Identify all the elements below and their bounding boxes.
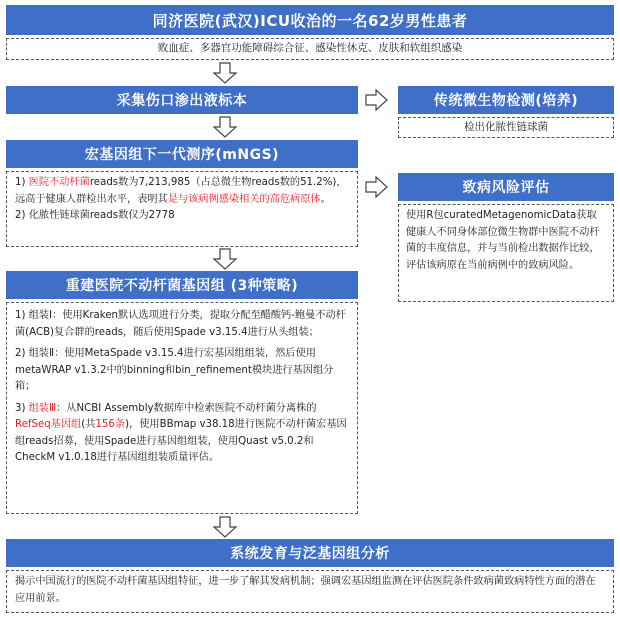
strategy-1: 1) 组装Ⅰ：使用Kraken默认选项进行分类，提取分配至醋酸钙-鲍曼不动杆菌(ACB)复合群的reads，随后使用Spade v3.15.4进行从头组装； xyxy=(15,310,346,338)
highlight-assembly-3: 组装Ⅲ xyxy=(28,402,57,414)
mngs-title: 宏基因组下一代测序(mNGS) xyxy=(84,147,280,163)
highlight-conclusion: 是与该病例感染相关的高危病原体 xyxy=(167,193,321,205)
arrow-down-icon xyxy=(212,116,238,138)
patient-diagnosis: 败血症、多器官功能障碍综合征、感染性休克、皮肤和软组织感染 xyxy=(157,42,463,55)
patient-title: 同济医院(武汉)ICU收治的一名62岁男性患者 xyxy=(152,11,468,30)
culture-result-box xyxy=(398,117,614,138)
highlight-count: 156条 xyxy=(95,419,126,431)
arrow-down-icon xyxy=(212,248,238,270)
arrow-right-icon xyxy=(365,88,389,112)
rebuild-header xyxy=(6,271,358,299)
mngs-line-2: 2) 化脓性链球菌reads数仅为2778 xyxy=(15,210,175,222)
arrow-right-icon xyxy=(365,175,389,199)
risk-desc: 使用R包curatedMetagenomicData获取健康人不同身体部位微生物群中医院不动杆菌的丰度信息，并与当前检出数据作比较，评估该病原在当前病例中的致病风险。 xyxy=(406,210,600,271)
risk-header xyxy=(398,173,614,201)
culture-header xyxy=(398,86,614,114)
strategy-2: 2) 组装Ⅱ：使用MetaSpade v3.15.4进行宏基因组组装，然后使用metaWRAP v1.3.2中的binning和bin_refinement模块进行基因组分箱； xyxy=(15,348,334,393)
strategy-3: 3) 组装Ⅲ：从NCBI Assembly数据库中检索医院不动杆菌分离株的RefSeq基因组(共156条)，使用BBmap v38.18进行医院不动杆菌宏基因组reads招募，使用Spade进行基因组组装，使用Quast v5.0.2和CheckM v1.0.18进行基因组组装质量评估。 xyxy=(15,402,347,464)
mngs-result-box xyxy=(6,171,358,247)
risk-title: 致病风险评估 xyxy=(462,180,550,196)
culture-result: 检出化脓性链球菌 xyxy=(464,120,548,133)
patient-header xyxy=(6,5,614,35)
sample-title: 采集伤口渗出液标本 xyxy=(116,93,248,109)
phylo-title: 系统发育与泛基因组分析 xyxy=(230,546,390,562)
rebuild-title: 重建医院不动杆菌基因组 (3种策略) xyxy=(65,278,299,294)
risk-desc-box xyxy=(398,204,614,302)
highlight-pathogen: 医院不动杆菌 xyxy=(28,177,90,188)
sample-header xyxy=(6,86,358,114)
mngs-line-1: 1) 医院不动杆菌reads数为7,213,985（占总微生物reads数的51.2%)，远高于健康人群检出水平，表明其是与该病例感染相关的高危病原体。 xyxy=(15,177,347,205)
rebuild-strategy-box xyxy=(6,302,358,514)
arrow-down-icon xyxy=(212,62,238,84)
highlight-refseq: RefSeq基因组 xyxy=(15,419,82,431)
culture-title: 传统微生物检测(培养) xyxy=(433,93,579,109)
mngs-header xyxy=(6,140,358,168)
phylo-desc-box xyxy=(6,570,614,613)
arrow-down-icon xyxy=(212,516,238,538)
phylo-desc: 揭示中国流行的医院不动杆菌基因组特征，进一步了解其发病机制；强调宏基因组监测在评估医院条件致病菌致病特性方面的潜在应用前景。 xyxy=(15,576,596,604)
patient-diagnosis-box xyxy=(6,38,614,60)
phylo-header xyxy=(6,539,614,567)
